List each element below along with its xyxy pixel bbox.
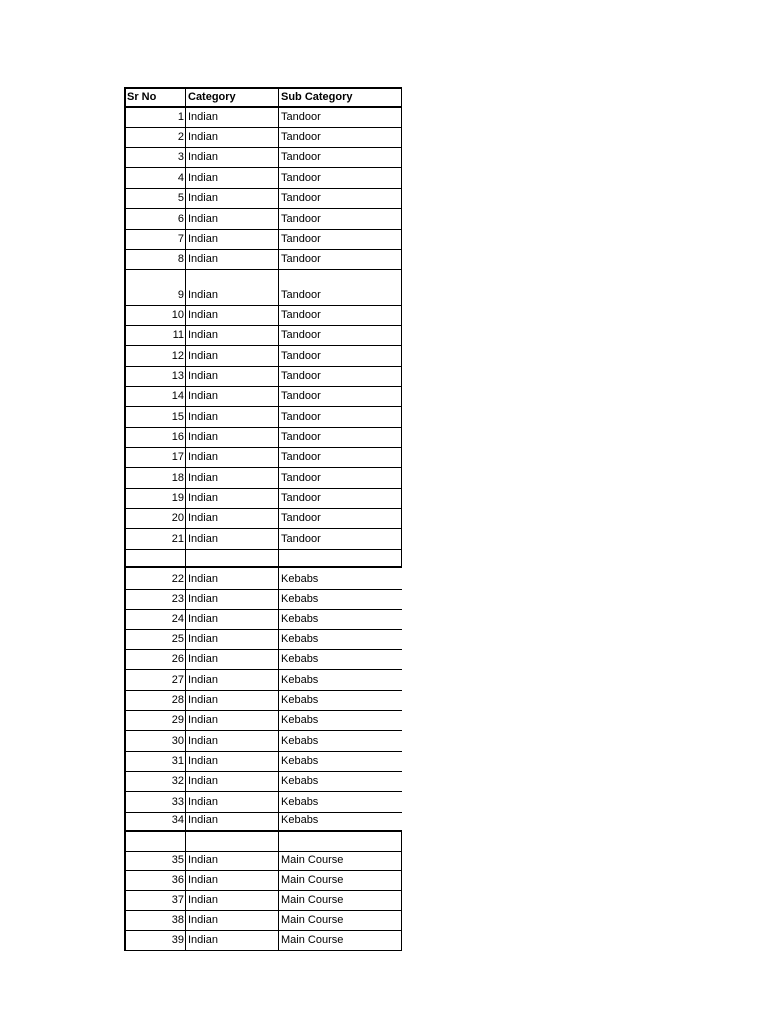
- sr-no-cell[interactable]: 29: [124, 711, 186, 730]
- category-cell[interactable]: Indian: [186, 731, 279, 751]
- spacer-row: [124, 550, 402, 568]
- sub-category-cell[interactable]: Tandoor: [279, 306, 402, 325]
- category-cell[interactable]: Indian: [186, 387, 279, 406]
- category-cell[interactable]: Indian: [186, 230, 279, 249]
- category-cell[interactable]: Indian: [186, 610, 279, 629]
- table-row: [124, 189, 402, 209]
- category-cell[interactable]: [186, 832, 279, 851]
- sr-no-cell[interactable]: 33: [124, 792, 186, 812]
- sr-no-cell[interactable]: 6: [124, 209, 186, 229]
- sr-no-cell[interactable]: 14: [124, 387, 186, 406]
- category-cell[interactable]: Indian: [186, 752, 279, 771]
- category-cell[interactable]: Indian: [186, 250, 279, 269]
- sr-no-cell[interactable]: 22: [124, 568, 186, 589]
- sr-no-cell[interactable]: 17: [124, 448, 186, 467]
- category-cell[interactable]: Indian: [186, 590, 279, 609]
- sub-category-cell[interactable]: Tandoor: [279, 270, 402, 305]
- category-cell[interactable]: Indian: [186, 509, 279, 528]
- sub-category-cell[interactable]: Tandoor: [279, 407, 402, 427]
- category-cell[interactable]: Indian: [186, 448, 279, 467]
- table-row: [124, 250, 402, 270]
- category-cell[interactable]: Indian: [186, 189, 279, 208]
- sr-no-cell[interactable]: 15: [124, 407, 186, 427]
- sr-no-cell[interactable]: 2: [124, 128, 186, 147]
- table-row: [124, 270, 402, 306]
- category-cell[interactable]: Indian: [186, 630, 279, 649]
- category-cell[interactable]: Indian: [186, 306, 279, 325]
- sub-category-cell[interactable]: Tandoor: [279, 387, 402, 406]
- sr-no-cell[interactable]: 24: [124, 610, 186, 629]
- sr-no-cell[interactable]: 11: [124, 326, 186, 345]
- sub-category-cell[interactable]: [279, 832, 402, 851]
- table-row: [124, 792, 402, 813]
- sub-category-cell[interactable]: Tandoor: [279, 326, 402, 345]
- category-cell[interactable]: Indian: [186, 367, 279, 386]
- sr-no-cell[interactable]: 37: [124, 891, 186, 910]
- sub-category-cell[interactable]: Kebabs: [281, 755, 319, 767]
- table-row: [124, 468, 402, 489]
- category-cell[interactable]: Indian: [186, 670, 279, 690]
- table-row: [124, 852, 402, 871]
- category-cell[interactable]: Indian: [186, 209, 279, 229]
- sub-category-cell[interactable]: Kebabs: [281, 714, 319, 726]
- sub-category-cell[interactable]: Tandoor: [279, 128, 402, 147]
- spreadsheet-table: [124, 87, 402, 951]
- table-row: [124, 367, 402, 387]
- sub-category-cell[interactable]: Kebabs: [281, 593, 319, 605]
- sub-category-cell[interactable]: Kebabs: [281, 573, 319, 585]
- category-cell[interactable]: Indian: [186, 813, 279, 830]
- category-cell[interactable]: Indian: [186, 772, 279, 791]
- sr-no-cell[interactable]: [124, 550, 186, 566]
- sub-category-cell[interactable]: Kebabs: [281, 775, 319, 787]
- category-cell[interactable]: Indian: [186, 489, 279, 508]
- sub-category-cell[interactable]: Tandoor: [279, 168, 402, 188]
- table-row: [124, 731, 402, 752]
- sub-category-cell[interactable]: Tandoor: [279, 250, 402, 269]
- header-row: [124, 87, 402, 108]
- table-row: [124, 529, 402, 550]
- table-row: [124, 209, 402, 230]
- table-row: [124, 108, 402, 128]
- sr-no-cell[interactable]: 16: [124, 428, 186, 447]
- category-cell[interactable]: Indian: [186, 168, 279, 188]
- sub-category-cell[interactable]: Kebabs: [281, 796, 319, 808]
- category-cell[interactable]: Indian: [186, 852, 279, 870]
- table-row: [124, 346, 402, 367]
- sub-category-cell[interactable]: Tandoor: [279, 230, 402, 249]
- sr-no-cell[interactable]: 7: [124, 230, 186, 249]
- sr-no-cell[interactable]: [124, 832, 186, 851]
- sub-category-cell[interactable]: Tandoor: [279, 367, 402, 386]
- sr-no-cell[interactable]: 25: [124, 630, 186, 649]
- sub-category-cell[interactable]: Tandoor: [279, 428, 402, 447]
- category-cell[interactable]: Indian: [186, 891, 279, 910]
- table-row: [124, 407, 402, 428]
- sub-category-cell[interactable]: Main Course: [279, 852, 402, 870]
- table-row: [124, 230, 402, 250]
- table-row: [124, 489, 402, 509]
- table-row: [124, 590, 402, 610]
- table-row: [124, 691, 402, 711]
- sub-category-cell[interactable]: Tandoor: [279, 529, 402, 549]
- category-cell[interactable]: Indian: [186, 529, 279, 549]
- sr-no-cell[interactable]: 19: [124, 489, 186, 508]
- category-cell[interactable]: Indian: [186, 711, 279, 730]
- sr-no-cell[interactable]: 36: [124, 871, 186, 890]
- sub-category-cell[interactable]: Kebabs: [281, 653, 319, 665]
- sr-no-cell[interactable]: 30: [124, 731, 186, 751]
- table-row: [124, 128, 402, 148]
- table-row: [124, 650, 402, 670]
- sub-category-cell[interactable]: Tandoor: [279, 448, 402, 467]
- category-cell[interactable]: Indian: [186, 108, 279, 127]
- sr-no-cell[interactable]: 13: [124, 367, 186, 386]
- sub-category-cell[interactable]: Tandoor: [279, 148, 402, 167]
- sub-category-cell[interactable]: Main Course: [279, 911, 402, 930]
- sub-category-cell[interactable]: Kebabs: [281, 694, 319, 706]
- table-row: [124, 891, 402, 911]
- header-sr-no[interactable]: Sr No: [124, 89, 186, 106]
- table-row: [124, 568, 402, 590]
- table-row: [124, 148, 402, 168]
- sr-no-cell[interactable]: 9: [124, 270, 186, 305]
- table-row: [124, 448, 402, 468]
- table-row: [124, 711, 402, 731]
- table-row: [124, 931, 402, 951]
- category-cell[interactable]: Indian: [186, 270, 279, 305]
- category-cell[interactable]: Indian: [186, 911, 279, 930]
- sub-category-cell[interactable]: Tandoor: [279, 489, 402, 508]
- sub-category-cell[interactable]: Kebabs: [281, 613, 319, 625]
- category-cell[interactable]: Indian: [186, 931, 279, 950]
- sr-no-cell[interactable]: 26: [124, 650, 186, 669]
- table-row: [124, 670, 402, 691]
- sr-no-cell[interactable]: 39: [124, 931, 186, 950]
- table-row: [124, 387, 402, 407]
- sub-category-cell[interactable]: Kebabs: [281, 735, 319, 747]
- category-cell[interactable]: Indian: [186, 468, 279, 488]
- sub-category-cell[interactable]: Tandoor: [279, 209, 402, 229]
- sub-category-cell[interactable]: Main Course: [279, 871, 402, 890]
- sr-no-cell[interactable]: 21: [124, 529, 186, 549]
- sub-category-cell[interactable]: Tandoor: [279, 509, 402, 528]
- table-row: [124, 306, 402, 326]
- sr-no-cell[interactable]: 20: [124, 509, 186, 528]
- sub-category-cell[interactable]: Kebabs: [281, 674, 319, 686]
- table-row: [124, 630, 402, 650]
- sr-no-cell[interactable]: 32: [124, 772, 186, 791]
- sub-category-cell[interactable]: Main Course: [279, 931, 402, 950]
- header-category[interactable]: Category: [186, 89, 279, 106]
- category-cell[interactable]: Indian: [186, 568, 279, 589]
- sub-category-cell[interactable]: Tandoor: [279, 189, 402, 208]
- category-cell[interactable]: Indian: [186, 346, 279, 366]
- category-cell[interactable]: Indian: [186, 407, 279, 427]
- category-cell[interactable]: Indian: [186, 650, 279, 669]
- header-sub-category[interactable]: Sub Category: [279, 89, 402, 106]
- sr-no-cell[interactable]: 23: [124, 590, 186, 609]
- table-row: [124, 752, 402, 772]
- category-cell[interactable]: Indian: [186, 691, 279, 710]
- table-row: [124, 813, 402, 832]
- sub-category-cell[interactable]: Kebabs: [281, 633, 319, 645]
- category-cell[interactable]: Indian: [186, 792, 279, 812]
- sub-category-cell[interactable]: Tandoor: [279, 346, 402, 366]
- sr-no-cell[interactable]: 3: [124, 148, 186, 167]
- category-cell[interactable]: Indian: [186, 128, 279, 147]
- sub-category-cell[interactable]: Tandoor: [279, 468, 402, 488]
- sr-no-cell[interactable]: 27: [124, 670, 186, 690]
- sr-no-cell[interactable]: 4: [124, 168, 186, 188]
- spacer-row: [124, 832, 402, 852]
- table-row: [124, 326, 402, 346]
- table-row: [124, 610, 402, 630]
- category-cell[interactable]: [186, 550, 279, 566]
- table-row: [124, 509, 402, 529]
- sr-no-cell[interactable]: 1: [124, 108, 186, 127]
- sub-category-cell[interactable]: [279, 550, 402, 566]
- sr-no-cell[interactable]: 28: [124, 691, 186, 710]
- sr-no-cell[interactable]: 34: [124, 813, 186, 830]
- sr-no-cell[interactable]: 5: [124, 189, 186, 208]
- sub-category-cell[interactable]: Main Course: [279, 891, 402, 910]
- table-row: [124, 911, 402, 931]
- sub-category-cell[interactable]: Kebabs: [281, 814, 319, 826]
- sr-no-cell[interactable]: 10: [124, 306, 186, 325]
- sr-no-cell[interactable]: 12: [124, 346, 186, 366]
- sr-no-cell[interactable]: 38: [124, 911, 186, 930]
- table-row: [124, 772, 402, 792]
- sr-no-cell[interactable]: 8: [124, 250, 186, 269]
- sub-category-cell[interactable]: Tandoor: [279, 108, 402, 127]
- category-cell[interactable]: Indian: [186, 148, 279, 167]
- category-cell[interactable]: Indian: [186, 428, 279, 447]
- table-body: [124, 108, 402, 951]
- sr-no-cell[interactable]: 31: [124, 752, 186, 771]
- category-cell[interactable]: Indian: [186, 326, 279, 345]
- table-row: [124, 871, 402, 891]
- sr-no-cell[interactable]: 35: [124, 852, 186, 870]
- table-row: [124, 168, 402, 189]
- sr-no-cell[interactable]: 18: [124, 468, 186, 488]
- category-cell[interactable]: Indian: [186, 871, 279, 890]
- table-row: [124, 428, 402, 448]
